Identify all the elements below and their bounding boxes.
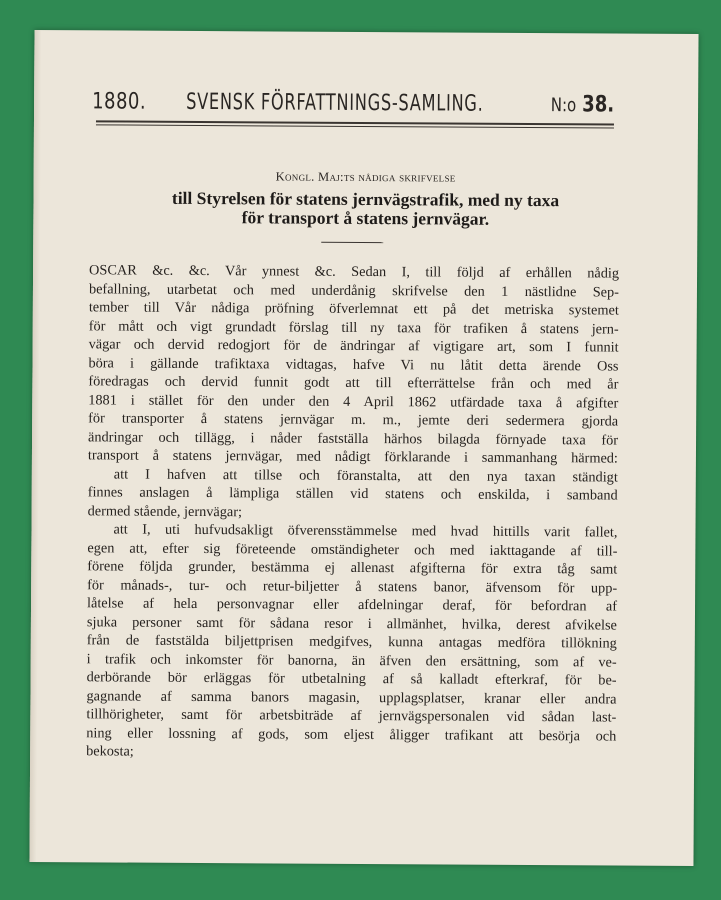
header-publication-title: SVENSK FÖRFATTNINGS-SAMLING. bbox=[186, 88, 484, 117]
body-line: sjuka personer samt för sådana resor i allmänhet, hvilka, derest afvikelse bbox=[86, 613, 617, 634]
issue-number-value: 38. bbox=[582, 91, 615, 118]
body-line: ändringar och tillägg, i nåder fastställa härhos bilagda förnyade taxa för bbox=[88, 428, 619, 449]
body-line: att I hafven att tillse och föranstalta, att den nya taxan ständigt bbox=[113, 465, 618, 486]
body-line: transport å statens jernvägar, med nådigt förklarande i sammanhang härmed: bbox=[87, 447, 618, 467]
document-subtitle: Kongl. Maj:ts nådiga skrifvelse bbox=[275, 169, 456, 185]
body-line: dermed stående, jernvägar; bbox=[87, 502, 243, 520]
body-line: tillhörigheter, samt för arbetsbiträde af jernvägspersonalen vid sådan last- bbox=[86, 706, 617, 726]
body-line: egen att, efter sig företeende omständigheter och med iakttagande af till- bbox=[87, 539, 618, 560]
title-divider bbox=[321, 242, 383, 243]
body-line: tember till Vår nådiga pröfning öfverlemnat ett på det metriska systemet bbox=[88, 299, 619, 319]
body-line: för månads-, tur- och retur-biljetter å statens banor, äfvensom för upp- bbox=[87, 576, 618, 597]
body-line: finnes anslagen å lämpliga ställen vid statens och enskilda, i samband bbox=[87, 484, 618, 504]
body-line: 1881 i stället för den under den 4 April 1862 utfärdade taxa å afgifter bbox=[88, 391, 619, 412]
body-line: OSCAR &c. &c. Vår ynnest &c. Sedan I, till följd af erhållen nådig bbox=[89, 262, 620, 282]
page-header bbox=[92, 88, 614, 119]
body-text bbox=[86, 261, 619, 764]
header-rule-thin bbox=[96, 124, 614, 128]
body-line: föredragas och dervid funnit godt att till efterrättelse från och med år bbox=[88, 373, 619, 393]
body-line: ning eller lossning af gods, som eljest åligger trafikant att besörja och bbox=[86, 724, 617, 745]
body-line: från de faststälda biljettprisen medgifves, kunna antagas medföra tillökning bbox=[86, 632, 617, 652]
body-line: förene följda grunder, bestämma ej allenast afgifterna för extra tåg samt bbox=[87, 558, 618, 578]
number-sign: N:o bbox=[550, 93, 577, 117]
body-line: i trafik och inkomster för banorna, än äfven den ersättning, som af ve- bbox=[86, 650, 617, 671]
document-page bbox=[29, 30, 698, 866]
body-line: befallning, utarbetat och med underdånig skrifvelse den 1 nästlidne Sep- bbox=[88, 280, 620, 301]
body-line: böra i gällande trafiktaxa vidtagas, hafve Vi nu låtit detta ärende Oss bbox=[88, 354, 619, 375]
body-line: för mått och vigt grundadt förslag till ny taxa för trafiken å statens jern- bbox=[88, 317, 619, 338]
body-line: att I, uti hufvudsakligt öfverensstämmelse med hvad hittills varit fallet, bbox=[113, 521, 618, 541]
title-line-1: till Styrelsen för statens jernvägstrafik, med ny taxa bbox=[171, 187, 560, 211]
body-line: bekosta; bbox=[86, 743, 134, 760]
document-title bbox=[113, 188, 617, 229]
body-line: låtelse af hela personvagnar eller afdelningar deraf, för befordran af bbox=[86, 595, 618, 615]
header-issue-number bbox=[551, 91, 615, 118]
body-line: derbörande bör erläggas för utbetalning af så kalladt efterkraf, för be- bbox=[86, 669, 617, 689]
body-line: för transporter å statens jernvägar m. m., jemte deri sedermera gjorda bbox=[88, 410, 619, 430]
title-line-2: för transport å statens jernvägar. bbox=[241, 207, 490, 229]
header-year: 1880. bbox=[92, 88, 147, 115]
body-line: gagnande af samma banors magasin, upplagsplatser, kranar eller andra bbox=[86, 687, 617, 708]
body-line: vägar och dervid redogjort för de ändringar af vigtigare art, som I funnit bbox=[88, 336, 619, 356]
